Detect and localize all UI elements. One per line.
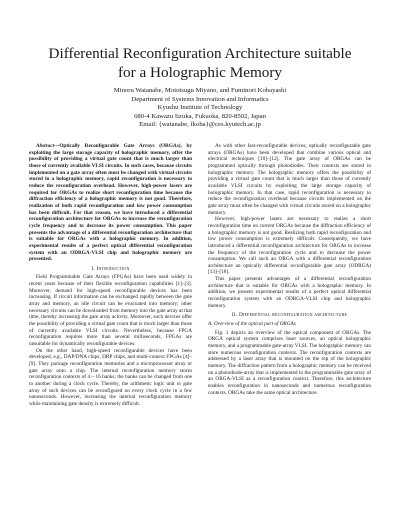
section-heading-introduction: I. Introduction [91,265,130,272]
affiliation-address: 680-4 Kawazu Iizuka, Fukuoka, 820-8502, Japan [134,112,266,120]
title-line-1: Differential Reconfiguration Architecture suitable [48,45,352,62]
section2-paragraph-1: Fig. 1 depicts an overview of the optical component of ORGAs. The ORGA optical system comprises laser sources, an optical holographic memory, and a programmable gate-array VLSI. The holographic memory can store numerous reconfiguration contexts. The reconfiguration contexts are addressed by a laser array that is mounted on the top of the holographic memory. The diffraction pattern from a holographic memory can be received on a photodiode-array that is implemented in the programmable gate array of an ORGA-VLSI as a reconfiguration context. Therefore, this architecture enables reconfiguration in nanoseconds and numerous reconfiguration contexts. ORGAs take the same optical architecture. [208,329,371,396]
intro-paragraph-5: This paper presents advantages of a differential reconfiguration architecture that is suitable for ORGAs with a holographic memory. In addition, we present experimental results of a perfect optical differential reconfiguration system with an ODRGA-VLSI chip and holographic memory. [208,276,371,309]
abstract-text: —Optically Reconfigurable Gate Arrays (ORGAs), by exploiting the large storage capacity of holographic memory, offer the possibility of providing a virtual gate count that is much larger than those of currently available VLSI circuits. In such cases, because circuits implemented on a gate array often must be changed with virtual circuits stored in a holographic memory, rapid reconfiguration is necessary to reduce the reconfiguration overhead. However, high-power lasers are required for ORGAs to realize short reconfiguration time because the diffraction efficiency of a holographic memory is not good. Therefore, realization of both rapid reconfiguration and low power consumption has been difficult. For that reason, we have introduced a differential reconfiguration architecture for ORGAs to increase the reconfiguration cycle frequency and to decrease its power consumption. This paper presents the advantage of a differential reconfiguration architecture that is suitable for ORGAs with a holographic memory. In addition, experimental results of a perfect optical differential reconfiguration system with an ODRGA-VLSI chip and holographic memory are presented. [29,143,192,263]
intro-paragraph-4: However, high-power lasers are necessary to realize a short reconfiguration time on current ORGAs because the diffraction efficiency of a holographic memory is not good. Realizing both rapid reconfiguration and low power consumption is extremely difficult. Consequently, we have introduced a differential reconfiguration architecture for ORGAs to increase the frequency of the reconfiguration cycle and to decrease the power consumption. We call such an ORGA with a differential reconfiguration architecture an optically differential reconfigurable gate array (ODRGA) [13]–[18]. [208,216,371,276]
section-heading-architecture: II. Differential reconfiguration architecture [231,312,348,319]
paper-title [20,44,380,82]
right-column [208,143,371,396]
author-names: Minoru Watanabe, Mototsugu Miyano, and Fuminori Kobayashi [113,87,287,94]
intro-paragraph-3: As with other fast-reconfigurable devices, optically reconfigurable gate arrays (ORGAs) have been developed that combine various optical and electrical techniques [10]–[12]. The gate array of ORGAs can be programmed optically through photodiodes. Their contexts are stored in holographic memory. The holographic memory offers the possibility of providing a virtual gate count that is much larger than those of currently available VLSI circuits by exploiting the large storage capacity of holographic memory. In that case, rapid reconfiguration is necessary to reduce the reconfiguration overhead because circuits implemented on the gate array must often be changed with virtual circuits stored on a holographic memory. [208,143,371,216]
subsection-heading-optical-part: A. Overview of the optical part of ORGAs [208,321,296,328]
author-block [20,87,380,130]
title-line-2: for a Holographic Memory [117,64,283,81]
affiliation-institute: Kyushu Institute of Technology [157,104,243,112]
intro-paragraph-1: Field Programmable Gate Arrays (FPGAs) have been used widely in recent years because of their flexible reconfiguration capabilities [1]–[3]. Moreover, demand for high-speed reconfigurable devices has been increasing. If circuit information can be exchanged rapidly between the gate array and memory, an idle circuit can be evacuated into memory; other necessary circuits can be downloaded from memory into the gate array at that time, thereby increasing the gate array activity. Moreover, such devices offer the possibility of providing a virtual gate count that is much larger than those of currently available VLSI circuits. Nevertheless, because FPGA reconfiguration requires more than several milliseconds, FPGAs are unsuitable for dynamically reconfigurable devices. [29,274,192,348]
affiliation-department: Department of Systems Innovation and Informatics [131,95,269,103]
left-column [29,143,192,408]
abstract-label: Abstract [36,143,55,149]
intro-paragraph-2: On the other hand, high-speed reconfigurable devices have been developed, e.g., DAP/DNA chips, DRP chips, and multi-context FPGAs [4]–[9]. They package reconfiguration memories and a microprocessor array or gate array onto a chip. The internal reconfiguration memory stores reconfiguration contexts of 4 – 16 banks; the banks can be changed from one to another during a clock cycle. Thereby, the arithmetic logic unit or gate array of such devices can be reconfigured on every clock cycle in a few nanoseconds. However, increasing the internal reconfiguration memory while maintaining gate density is extremely difficult. [29,347,192,407]
abstract [29,143,192,263]
author-email: Email: {watanabe, fkoba}@ces.kyutech.ac.jp [139,121,261,129]
